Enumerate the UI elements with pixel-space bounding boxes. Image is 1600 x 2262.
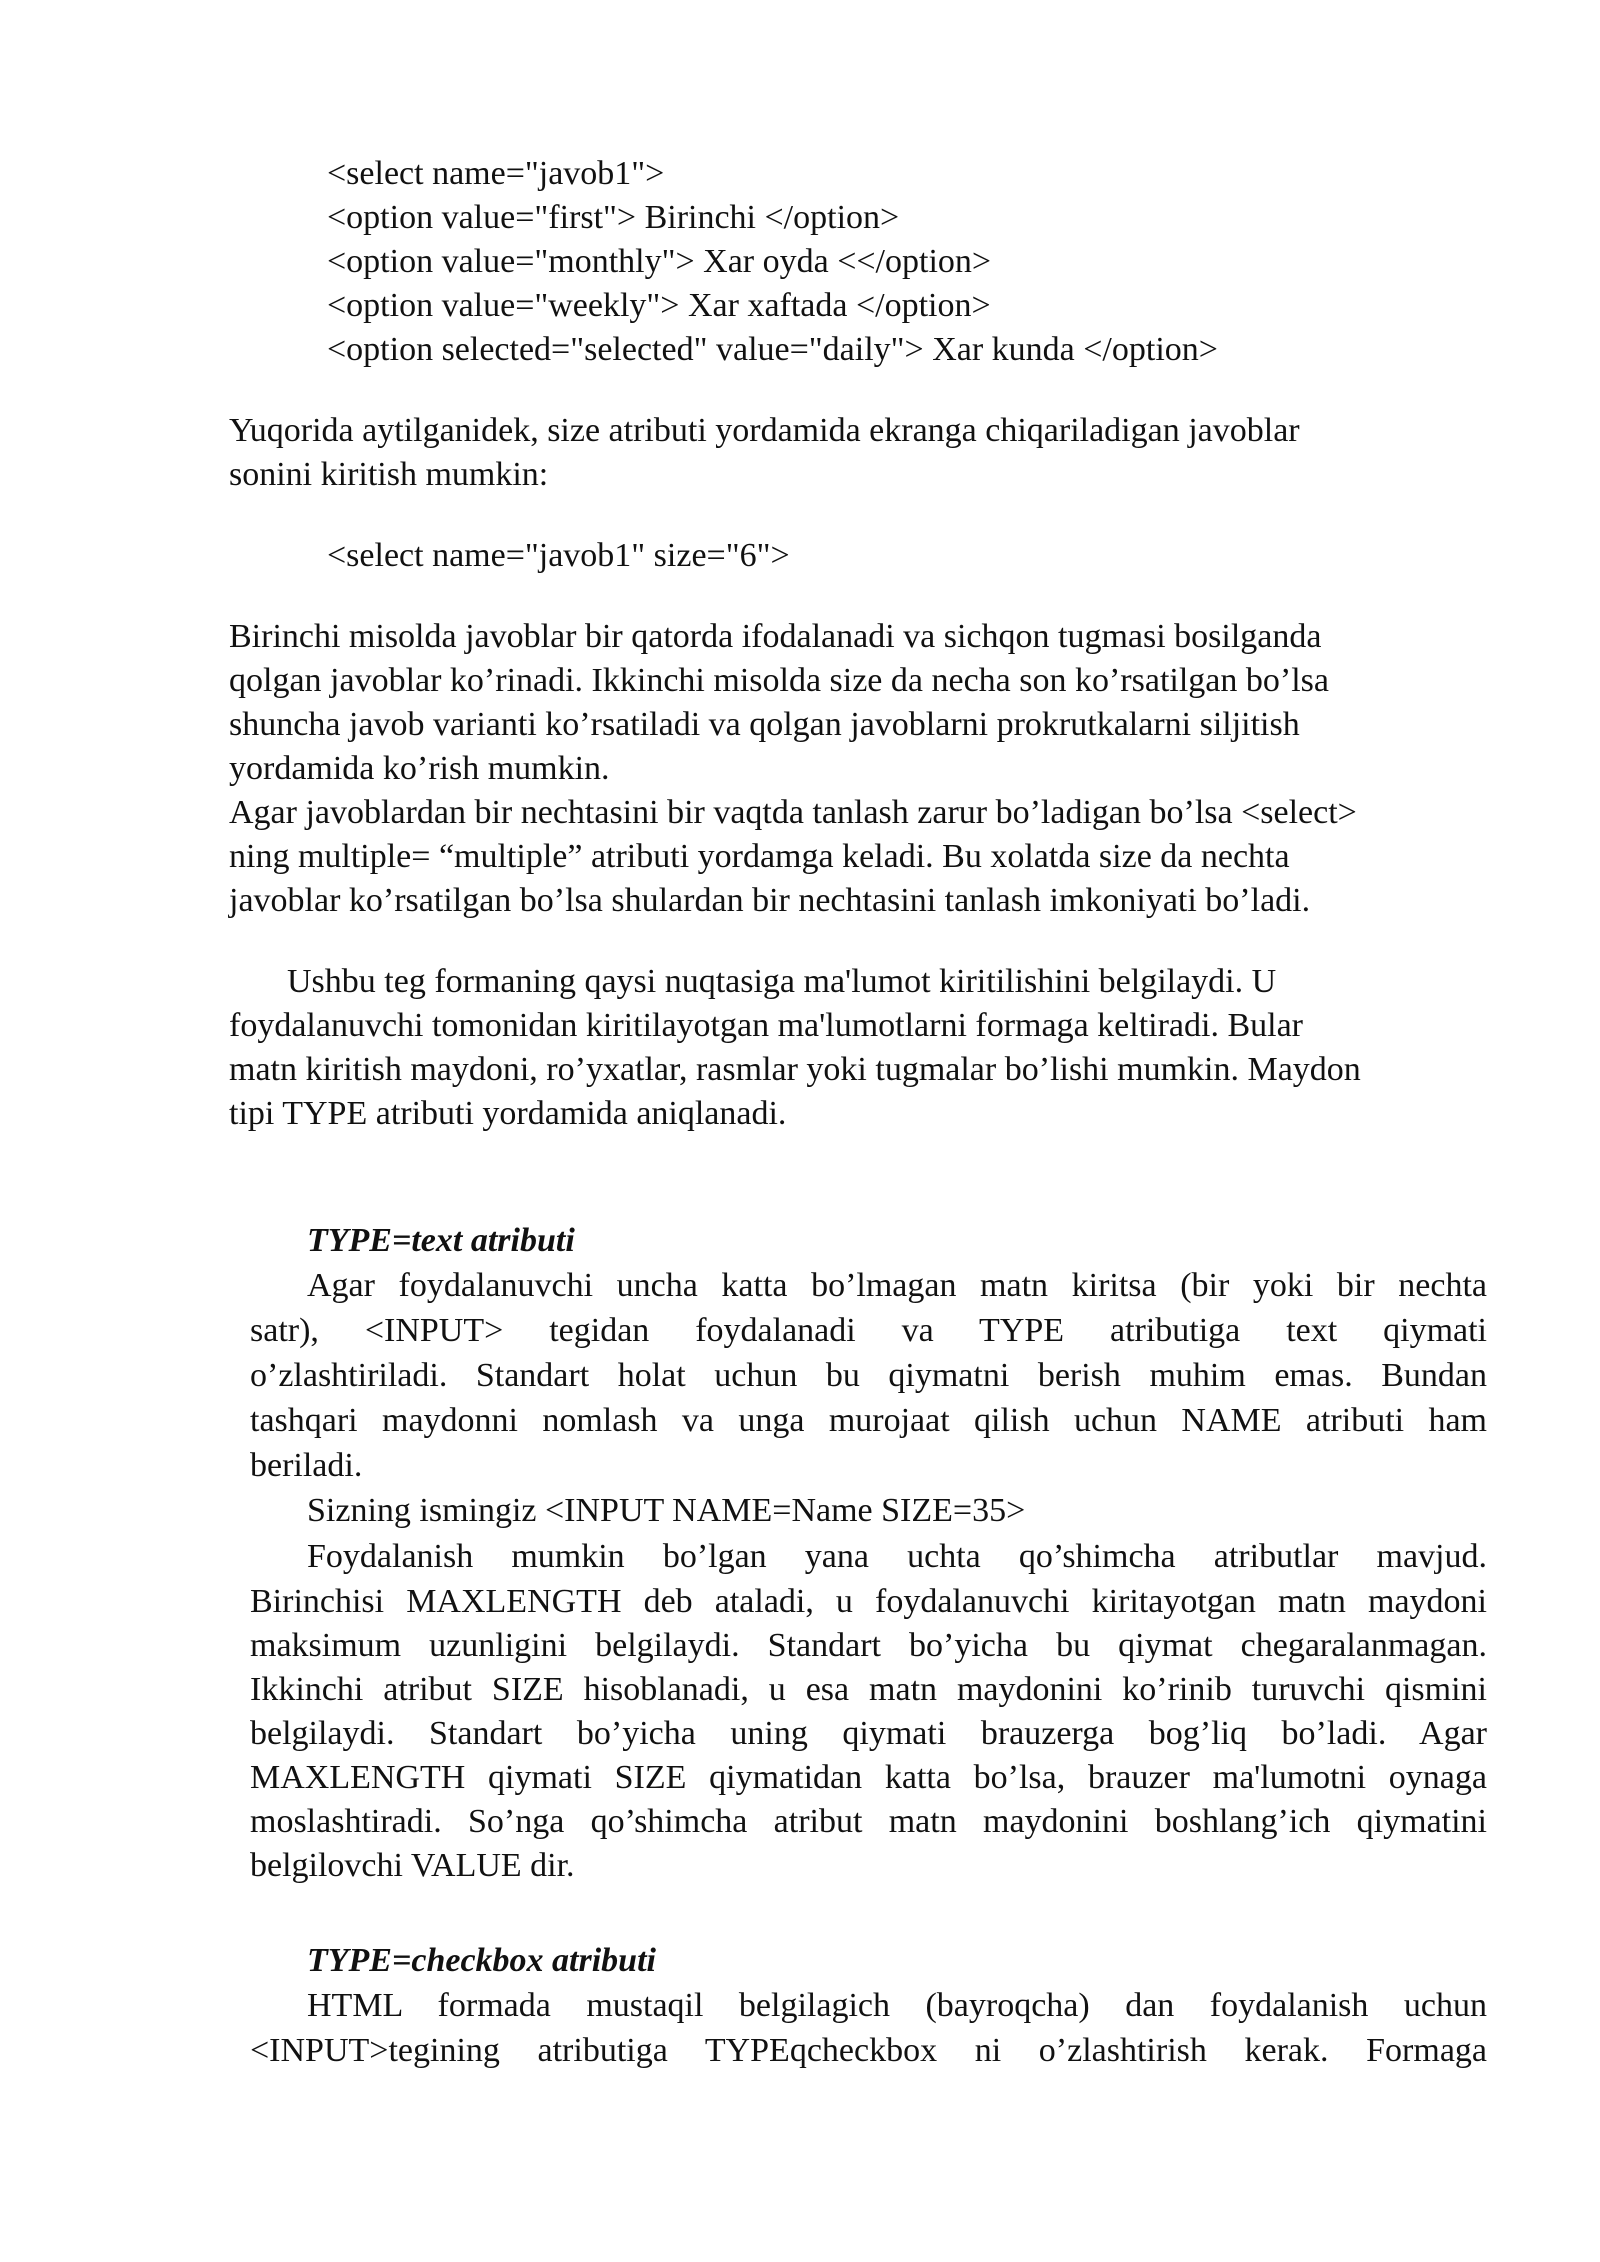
paragraph-line: Birinchi misolda javoblar bir qatorda ifodalanadi va sichqon tugmasi bosilganda <box>229 618 1322 655</box>
paragraph-line: Birinchisi MAXLENGTH deb ataladi, u foydalanuvchi kiritayotgan matn maydoni <box>250 1583 1487 1620</box>
paragraph-line: sonini kiritish mumkin: <box>229 456 549 493</box>
paragraph-line: qolgan javoblar ko’rinadi. Ikkinchi misolda size da necha son ko’rsatilgan bo’lsa <box>229 662 1329 699</box>
section-heading: TYPE=checkbox atributi <box>307 1942 656 1979</box>
paragraph-line: Foydalanish mumkin bo’lgan yana uchta qo’shimcha atributlar mavjud. <box>307 1538 1487 1575</box>
paragraph-line: yordamida ko’rish mumkin. <box>229 750 610 787</box>
paragraph-line: belgilovchi VALUE dir. <box>250 1847 575 1884</box>
paragraph-line: Agar javoblardan bir nechtasini bir vaqtda tanlash zarur bo’ladigan bo’lsa <select> <box>229 794 1357 831</box>
paragraph-line: matn kiritish maydoni, ro’yxatlar, rasmlar yoki tugmalar bo’lishi mumkin. Maydon <box>229 1051 1361 1088</box>
code-line: <option value="monthly"> Xar oyda <</option> <box>327 243 992 280</box>
code-line: <option selected="selected" value="daily"> Xar kunda </option> <box>327 331 1218 368</box>
paragraph-line: ning multiple= “multiple” atributi yordamga keladi. Bu xolatda size da nechta <box>229 838 1290 875</box>
paragraph-line: Agar foydalanuvchi uncha katta bo’lmagan matn kiritsa (bir yoki bir nechta <box>307 1267 1487 1304</box>
paragraph-line: beriladi. <box>250 1447 363 1484</box>
section-heading: TYPE=text atributi <box>307 1222 575 1259</box>
paragraph-line: shuncha javob varianti ko’rsatiladi va qolgan javoblarni prokrutkalarni siljitish <box>229 706 1300 743</box>
paragraph-line: maksimum uzunligini belgilaydi. Standart bo’yicha bu qiymat chegaralanmagan. <box>250 1627 1487 1664</box>
paragraph-line: MAXLENGTH qiymati SIZE qiymatidan katta bo’lsa, brauzer ma'lumotni oynaga <box>250 1759 1487 1796</box>
paragraph-line: Ushbu teg formaning qaysi nuqtasiga ma'lumot kiritilishini belgilaydi. U <box>287 963 1277 1000</box>
code-line: <option value="first"> Birinchi </option> <box>327 199 900 236</box>
paragraph-line: Ikkinchi atribut SIZE hisoblanadi, u esa matn maydonini ko’rinib turuvchi qismini <box>250 1671 1487 1708</box>
code-line: <option value="weekly"> Xar xaftada </option> <box>327 287 991 324</box>
paragraph-line: tashqari maydonni nomlash va unga murojaat qilish uchun NAME atributi ham <box>250 1402 1487 1439</box>
code-line: <select name="javob1"> <box>327 155 665 192</box>
paragraph-line: foydalanuvchi tomonidan kiritilayotgan ma'lumotlarni formaga keltiradi. Bular <box>229 1007 1304 1044</box>
paragraph-line: javoblar ko’rsatilgan bo’lsa shulardan bir nechtasini tanlash imkoniyati bo’ladi. <box>229 882 1311 919</box>
paragraph-line: o’zlashtiriladi. Standart holat uchun bu qiymatni berish muhim emas. Bundan <box>250 1357 1487 1394</box>
paragraph-line: <INPUT>tegining atributiga TYPEqcheckbox ni o’zlashtirish kerak. Formaga <box>250 2032 1487 2069</box>
paragraph-line: HTML formada mustaqil belgilagich (bayroqcha) dan foydalanish uchun <box>307 1987 1487 2024</box>
paragraph-line: Yuqorida aytilganidek, size atributi yordamida ekranga chiqariladigan javoblar <box>229 412 1300 449</box>
code-line: <select name="javob1" size="6"> <box>327 537 790 574</box>
paragraph-line: tipi TYPE atributi yordamida aniqlanadi. <box>229 1095 787 1132</box>
paragraph-line: belgilaydi. Standart bo’yicha uning qiymati brauzerga bog’liq bo’ladi. Agar <box>250 1715 1487 1752</box>
example-line: Sizning ismingiz <INPUT NAME=Name SIZE=35> <box>307 1492 1026 1529</box>
paragraph-line: moslashtiradi. So’nga qo’shimcha atribut matn maydonini boshlang’ich qiymatini <box>250 1803 1487 1840</box>
paragraph-line: satr), <INPUT> tegidan foydalanadi va TYPE atributiga text qiymati <box>250 1312 1487 1349</box>
